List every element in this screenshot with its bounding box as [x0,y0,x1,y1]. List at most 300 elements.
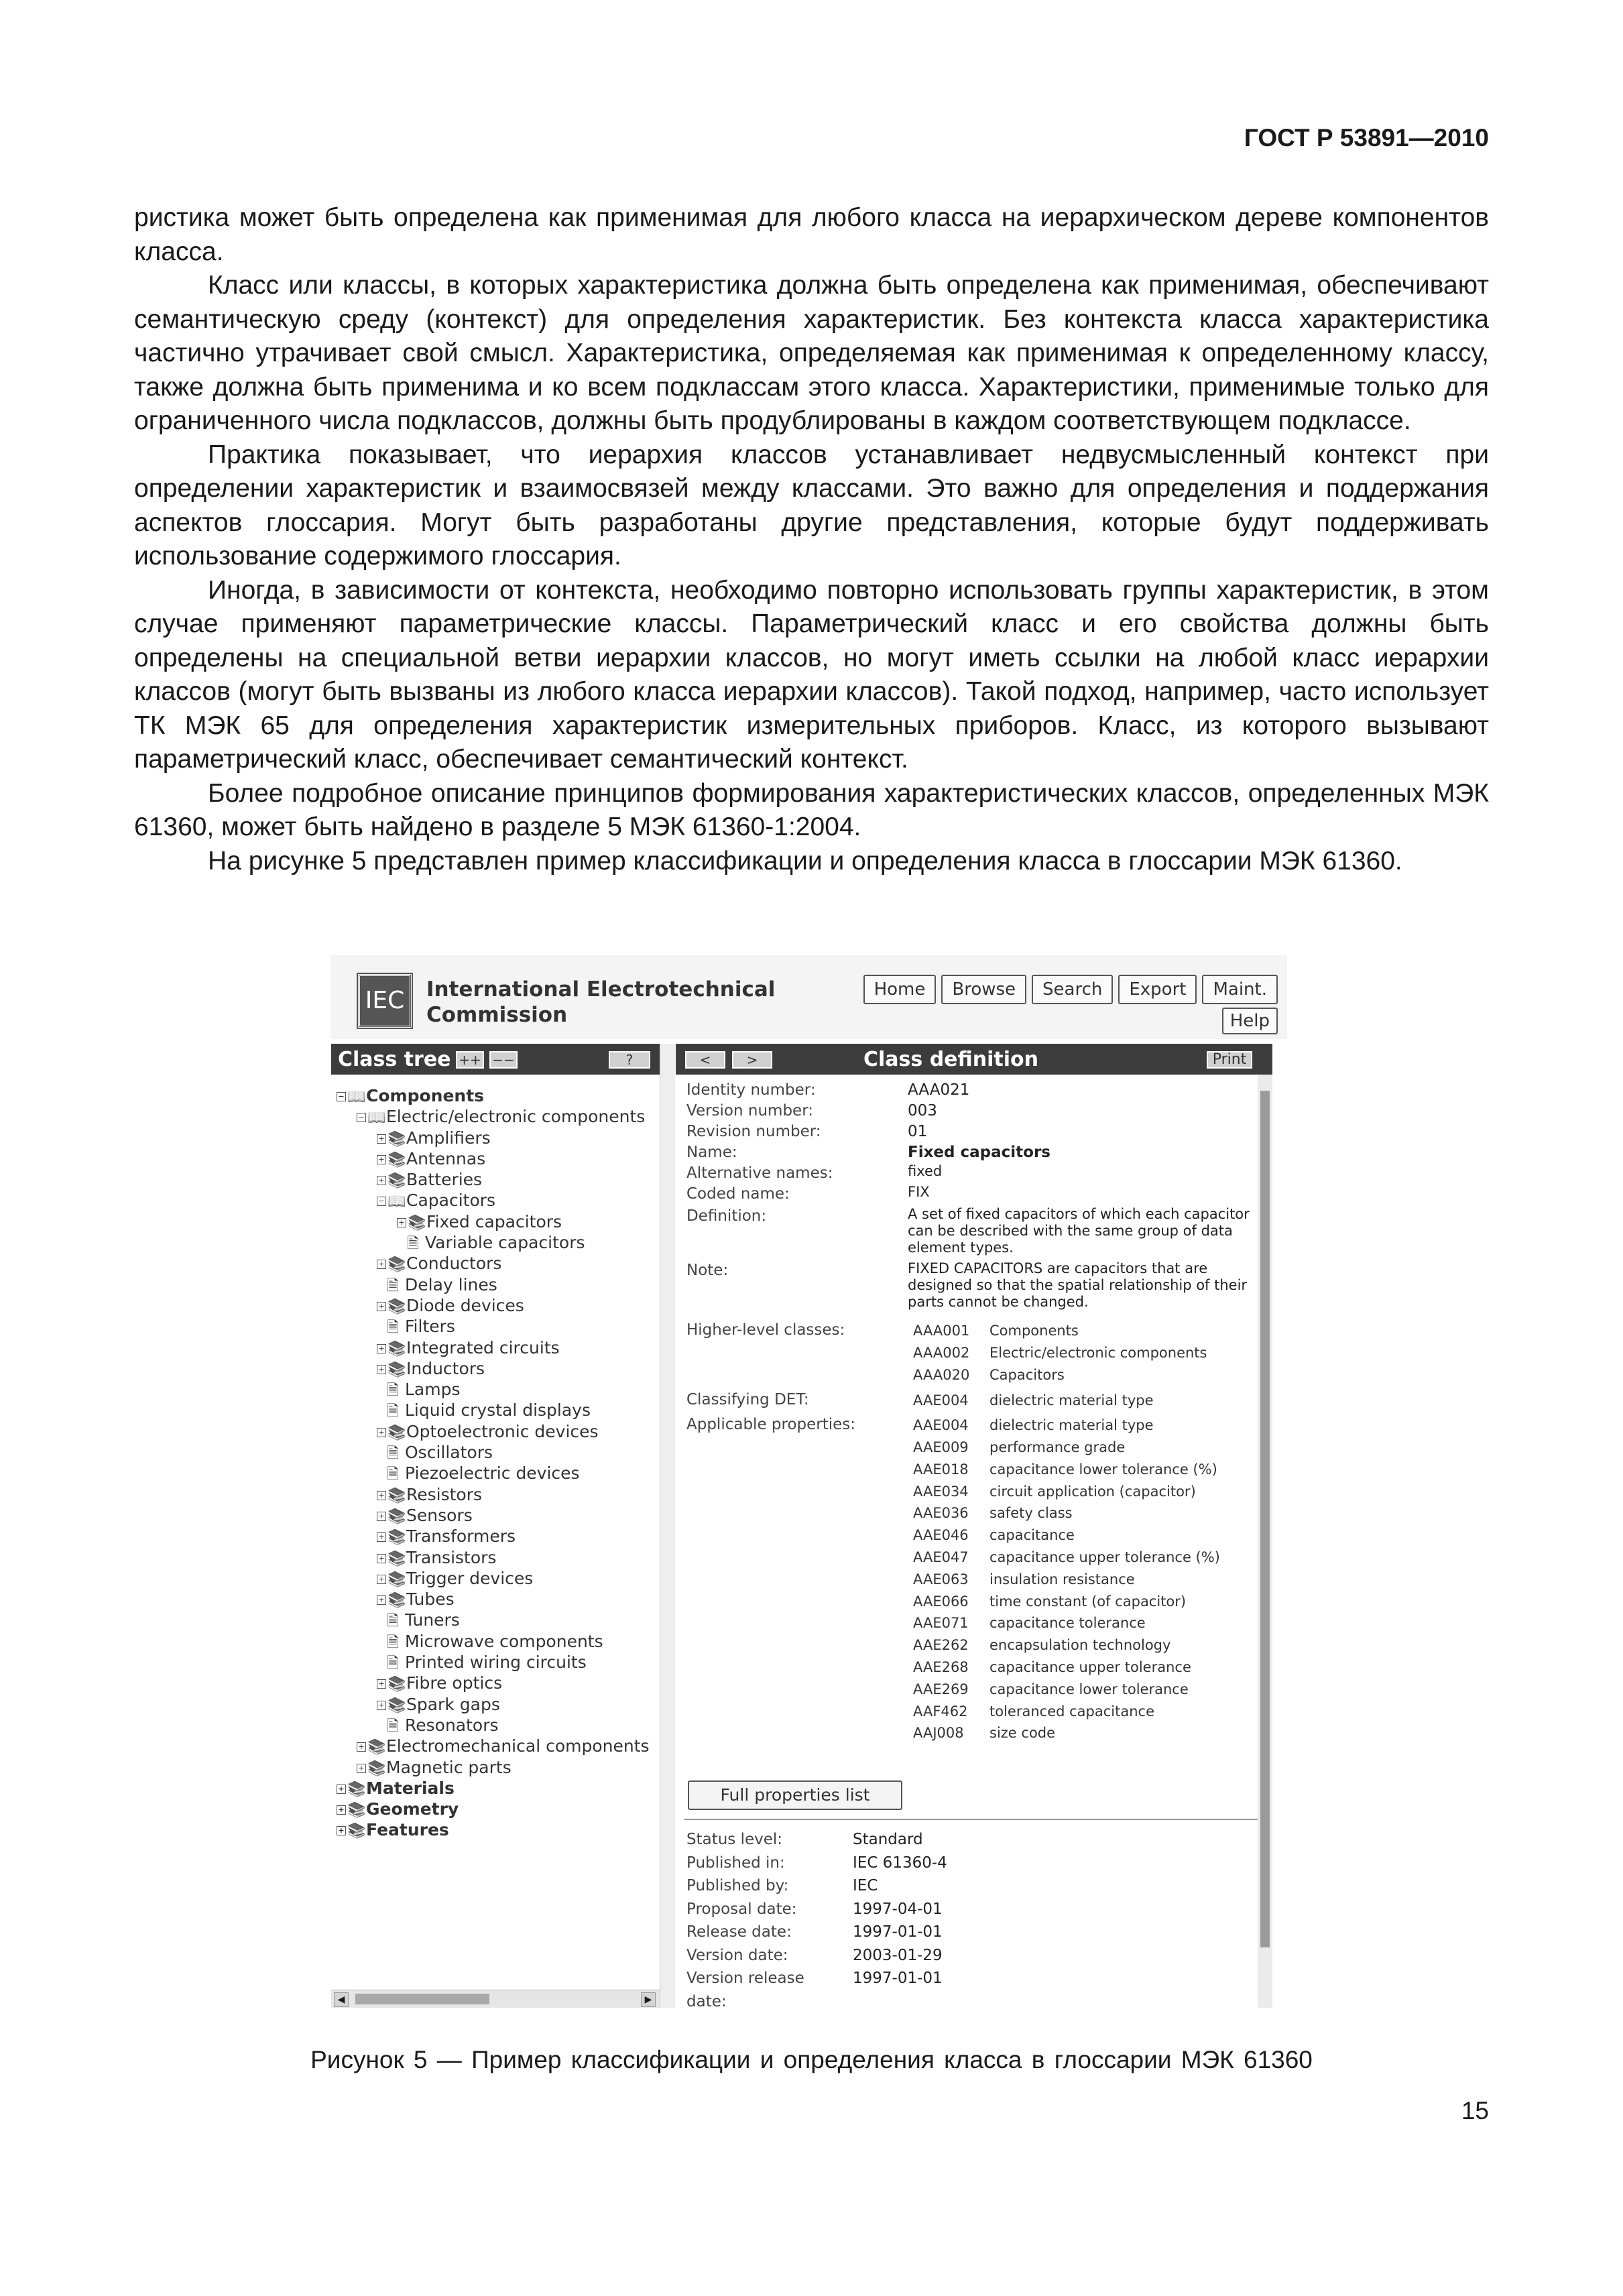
class-definition-bar [676,1044,1272,1075]
property-code: AAA001 [913,1323,970,1339]
tree-item[interactable] [337,1757,653,1778]
code-row [908,1414,1259,1437]
tree-item[interactable] [337,1211,653,1232]
field-value: 01 [908,1123,928,1140]
property-code: AAE004 [913,1392,969,1409]
collapse-icon[interactable]: − [337,1092,346,1101]
property-name[interactable]: time constant (of capacitor) [989,1593,1187,1610]
books-icon: 📚 [387,1529,406,1547]
definition-row [686,1184,1259,1205]
tree-item-label: Delay lines [405,1274,497,1294]
field-value: 003 [908,1102,937,1120]
books-icon: 📚 [387,1172,406,1190]
expand-icon[interactable]: + [377,1365,386,1374]
tree-item[interactable] [337,1400,653,1421]
code-row [908,1481,1259,1503]
property-name[interactable]: capacitance upper tolerance [989,1658,1191,1675]
field-label: Definition: [686,1207,767,1225]
class-tree-bar [331,1044,660,1075]
expand-icon[interactable]: + [377,1428,386,1437]
property-name[interactable]: circuit application (capacitor) [989,1483,1196,1500]
tree-item-label: Conductors [406,1254,502,1274]
nav-button-browse[interactable]: Browse [941,975,1026,1004]
code-row [908,1701,1259,1723]
spacer [377,1323,385,1331]
property-code: AAE066 [913,1593,969,1610]
tree-item-label: Electromechanical components [386,1736,650,1756]
field-label: Classifying DET: [686,1391,809,1409]
tree-item-label: Transformers [406,1526,516,1547]
tree-item[interactable] [337,1819,653,1840]
tree-item[interactable] [337,1799,653,1819]
collapse-all-button[interactable]: −− [489,1051,518,1069]
spacer [397,1240,405,1248]
tree-item-label: Lamps [405,1380,461,1400]
tree-item[interactable] [337,1694,653,1715]
status-row [686,1944,1259,1968]
class-definition-pane [676,1044,1272,2008]
tree-item[interactable] [337,1505,653,1526]
status-label: Published in: [686,1854,785,1872]
tree-item-label: Trigger devices [406,1568,534,1588]
expand-icon[interactable]: + [377,1176,386,1185]
property-code: AAA020 [913,1366,970,1383]
property-name[interactable]: Electric/electronic components [989,1344,1207,1361]
expand-all-button[interactable]: ++ [456,1051,484,1069]
books-icon: 📚 [387,1571,406,1588]
tree-item[interactable] [337,1673,653,1693]
status-row [686,1967,1259,1990]
back-button[interactable]: < [685,1051,725,1069]
field-value: FIXED CAPACITORS are capacitors that are designed so that the spatial relationship of their parts cannot be changed. [908,1260,1248,1310]
standard-header: ГОСТ Р 53891—2010 [1244,124,1489,152]
tree-item[interactable] [337,1652,653,1673]
expand-icon[interactable]: + [397,1218,406,1227]
definition-row [686,1122,1259,1142]
tree-item-label: Liquid crystal displays [405,1400,591,1421]
code-row [908,1634,1259,1656]
definition-row [686,1142,1259,1163]
field-value: FIX [908,1184,930,1200]
paragraph: На рисунке 5 представлен пример классификации и определения класса в глоссарии МЭК 61360. [208,846,1402,875]
books-icon: 📚 [387,1256,406,1274]
spacer [377,1659,385,1667]
field-label: Applicable properties: [686,1416,856,1434]
field-label: Higher-level classes: [686,1321,845,1339]
books-icon: 📚 [367,1739,386,1756]
page-icon: 🗎 [387,1655,399,1673]
property-code: AAE036 [913,1505,969,1522]
expand-icon[interactable]: + [337,1805,346,1815]
classifying-group [686,1390,1259,1412]
status-row [686,1874,1259,1898]
nav-button-search[interactable]: Search [1032,975,1113,1004]
field-label: Note: [686,1262,729,1279]
iec-logo: IEC [358,974,412,1028]
property-name[interactable]: capacitance lower tolerance [989,1681,1189,1697]
tree-item[interactable] [337,1463,653,1484]
books-icon: 📚 [408,1214,426,1231]
field-label: Version number: [686,1102,813,1120]
org-name-line1: International Electrotechnical [426,977,776,1002]
expand-icon[interactable]: + [377,1512,386,1521]
tree-item-label: Electric/electronic components [386,1107,646,1127]
tree-item[interactable] [337,1128,653,1148]
property-code: AAE046 [913,1527,969,1544]
code-row [908,1524,1259,1547]
tree-item-label: Diode devices [406,1295,524,1315]
book-open-icon: 📖 [367,1109,386,1127]
tree-item-label: Components [366,1086,485,1105]
page-icon: 🗎 [387,1382,399,1400]
spacer [377,1617,385,1625]
status-value: Standard [853,1831,923,1848]
tree-item[interactable] [337,1568,653,1589]
field-label: Revision number: [686,1123,821,1140]
code-row [908,1502,1259,1524]
code-row [908,1591,1259,1613]
scroll-left-icon[interactable]: ◀ [334,1992,349,2007]
expand-icon[interactable]: + [377,1260,386,1269]
tree-item-label: Optoelectronic devices [406,1421,599,1441]
scrollbar-thumb[interactable] [355,1994,489,2004]
tree-item[interactable] [337,1085,653,1106]
tree-item-label: Amplifiers [406,1128,491,1148]
code-row [908,1612,1259,1634]
tree-item-label: Magnetic parts [386,1757,512,1777]
tree-item[interactable] [337,1106,653,1127]
body-text [134,201,1489,878]
property-name[interactable]: capacitance lower tolerance (%) [989,1461,1217,1477]
status-row [686,1828,1259,1852]
field-label: Alternative names: [686,1164,833,1182]
property-name[interactable]: performance grade [989,1439,1126,1455]
tree-item[interactable] [337,1589,653,1610]
tree-item[interactable] [337,1337,653,1358]
status-label: Release date: [686,1923,792,1941]
code-row [908,1364,1259,1386]
status-label: Version date: [686,1946,788,1964]
code-row [908,1679,1259,1701]
code-row [908,1390,1259,1412]
books-icon: 📚 [387,1130,406,1148]
expand-icon[interactable]: + [357,1764,366,1773]
status-label: Version release [686,1970,804,1987]
status-row [686,1852,1259,1875]
tree-item-label: Resonators [405,1715,499,1735]
property-name[interactable]: dielectric material type [989,1392,1154,1409]
definition-fields [686,1080,1259,1744]
property-code: AAE004 [913,1417,969,1434]
tree-item[interactable] [337,1358,653,1379]
definition-vertical-scrollbar[interactable] [1258,1075,1272,2008]
tree-item[interactable] [337,1778,653,1799]
books-icon: 📚 [347,1823,366,1840]
book-open-icon: 📖 [387,1193,406,1211]
property-name[interactable]: capacitance [989,1527,1075,1544]
expand-icon[interactable]: + [377,1595,386,1605]
tree-item-label: Variable capacitors [425,1233,585,1253]
books-icon: 📚 [387,1361,406,1378]
book-open-icon: 📖 [347,1089,366,1105]
tree-item[interactable] [337,1316,653,1337]
tree-item[interactable] [337,1295,653,1316]
property-code: AAE009 [913,1439,969,1455]
books-icon: 📚 [367,1760,386,1777]
field-value: Fixed capacitors [908,1144,1050,1161]
tree-item[interactable] [337,1442,653,1463]
property-name[interactable]: safety class [989,1505,1073,1522]
nav-button-home[interactable]: Home [863,975,937,1004]
status-value: IEC 61360-4 [853,1854,947,1872]
status-row [686,1898,1259,1921]
tree-item-label: Printed wiring circuits [405,1652,587,1673]
status-label: Proposal date: [686,1900,797,1918]
spacer [377,1638,385,1646]
books-icon: 📚 [387,1424,406,1441]
horizontal-scrollbar[interactable] [331,1990,660,2008]
expand-icon[interactable]: + [377,1701,386,1710]
org-name-line2: Commission [426,1003,568,1027]
page-icon: 🗎 [387,1466,399,1484]
tree-item-label: Oscillators [405,1443,493,1463]
code-row [908,1437,1259,1459]
books-icon: 📚 [347,1780,366,1798]
page-icon: 🗎 [387,1277,399,1294]
field-value: fixed [908,1163,943,1179]
class-tree-title: Class tree [338,1048,451,1071]
expand-icon[interactable]: + [377,1491,386,1500]
expand-icon[interactable]: + [377,1679,386,1689]
expand-icon[interactable]: + [377,1155,386,1164]
tree-item[interactable] [337,1379,653,1400]
organization-name [426,977,775,1028]
class-tree-pane [331,1044,660,2008]
tree-item[interactable] [337,1148,653,1169]
property-code: AAE262 [913,1637,969,1654]
expand-icon[interactable]: + [357,1742,366,1752]
expand-icon[interactable]: + [377,1134,386,1144]
spacer [377,1470,385,1478]
classifying-list [908,1390,1259,1412]
status-value: IEC [853,1877,878,1894]
property-code: AAE268 [913,1658,969,1675]
tree-item[interactable] [337,1190,653,1211]
property-code: AAE018 [913,1461,969,1477]
spacer [377,1386,385,1394]
property-name[interactable]: size code [989,1725,1056,1742]
higher_level-group [686,1320,1259,1386]
tree-item[interactable] [337,1484,653,1505]
page-number: 15 [1461,2097,1489,2124]
page-icon: 🗎 [387,1613,399,1630]
spacer [377,1449,385,1457]
field-value: AAA021 [908,1081,970,1099]
field-value: A set of fixed capacitors of which each capacitor can be described with the same group of data element types. [908,1206,1250,1256]
paragraph: Более подробное описание принципов формирования характеристических классов, определенных МЭК 61360, может быть найдено в разделе 5 МЭК 61360-1:2004. [134,778,1489,841]
tree-item[interactable] [337,1631,653,1652]
property-code: AAE034 [913,1483,969,1500]
books-icon: 📚 [387,1151,406,1168]
expand-icon[interactable]: + [377,1554,386,1563]
tree-item-label: Features [366,1820,449,1840]
spacer [377,1407,385,1415]
books-icon: 📚 [387,1340,406,1357]
tree-item[interactable] [337,1526,653,1547]
status-label: Published by: [686,1877,789,1894]
tree-item[interactable] [337,1232,653,1253]
nav-button-export[interactable]: Export [1118,975,1197,1004]
property-code: AAF462 [913,1703,968,1719]
paragraph: Практика показывает, что иерархия классов устанавливает недвусмысленный контекст при определении характеристик и взаимосвязей между классами. Это важно для определения и поддержания аспектов глоссария. Могут быть разработаны другие представления, которые будут поддерживать использование содержимого глоссария. [134,440,1489,570]
property-name[interactable]: Capacitors [989,1366,1065,1383]
property-code: AAE071 [913,1615,969,1632]
definition-row [686,1163,1259,1184]
property-code: AAE269 [913,1681,969,1697]
class-definition-title: Class definition [863,1048,1038,1071]
section-divider [684,1819,1259,1820]
page-icon: 🗎 [387,1403,399,1421]
tree-item-label: Geometry [366,1799,459,1819]
tree-item-label: Microwave components [405,1631,603,1651]
code-row [908,1722,1259,1744]
tree-item-label: Tuners [405,1610,460,1630]
field-label: Coded name: [686,1185,790,1203]
expand-icon[interactable]: + [377,1575,386,1584]
status-value: 1997-04-01 [853,1900,943,1918]
figure-caption: Рисунок 5 — Пример классификации и определения класса в глоссарии МЭК 61360 [310,2046,1313,2073]
property-name[interactable]: dielectric material type [989,1417,1154,1434]
code-row [908,1656,1259,1679]
property-name[interactable]: toleranced capacitance [989,1703,1154,1719]
tree-item[interactable] [337,1715,653,1736]
property-name[interactable]: Components [989,1323,1079,1339]
page-icon: 🗎 [387,1717,399,1735]
tree-item[interactable] [337,1421,653,1442]
status-value: 2003-01-29 [853,1946,943,1964]
tree-vertical-scrollbar[interactable] [660,1044,675,2008]
full-properties-button[interactable]: Full properties list [688,1780,902,1810]
page-icon: 🗎 [387,1445,399,1463]
books-icon: 📚 [387,1487,406,1504]
status-fields [686,1828,1259,2013]
status-row [686,1990,1259,2014]
property-code: AAE047 [913,1549,969,1565]
tree-item-label: Antennas [406,1148,486,1168]
page-icon: 🗎 [407,1235,419,1253]
paragraph: Класс или классы, в которых характеристика должна быть определена как применимая, обеспечивают семантическую среду (контекст) для определения характеристик. Без контекста класса характеристика частично утрачивает свой смысл. Характеристика, определяемая как применимая к определенному классу, также должна быть применима и ко всем подклассам этого класса. Характеристики, применимые только для ограниченного числа подклассов, должны быть продублированы в каждом соответствующем подклассе. [134,271,1489,435]
property-code: AAJ008 [913,1725,964,1742]
tree-item-label: Integrated circuits [406,1337,560,1357]
tree-item-label: Filters [405,1317,455,1337]
expand-icon[interactable]: + [337,1826,346,1835]
scroll-right-icon[interactable]: ▶ [641,1992,656,2007]
property-name[interactable]: encapsulation technology [989,1637,1171,1654]
definition-row [686,1101,1259,1122]
property-name[interactable]: capacitance tolerance [989,1615,1146,1632]
tree-item-label: Fixed capacitors [426,1211,562,1231]
figure-iec-glossary [331,955,1287,2008]
code-row [908,1459,1259,1481]
code-row [908,1320,1259,1342]
code-row [908,1342,1259,1364]
status-value: 1997-01-01 [853,1923,943,1941]
spacer [377,1282,385,1290]
collapse-icon[interactable]: − [377,1197,386,1206]
definition-row [686,1260,1259,1311]
tree-item-label: Piezoelectric devices [405,1463,580,1484]
tree-item[interactable] [337,1736,653,1756]
tree-item-label: Inductors [406,1358,485,1378]
books-icon: 📚 [387,1676,406,1693]
forward-button[interactable]: > [732,1051,772,1069]
definition-row [686,1206,1259,1256]
nav-buttons [863,975,1278,1004]
expand-icon[interactable]: + [377,1302,386,1311]
status-label: date: [686,1992,727,2010]
scrollbar-thumb[interactable] [1260,1091,1270,1947]
iec-header [331,955,1287,1039]
tree-item-label: Spark gaps [406,1694,500,1714]
tree-item-label: Sensors [406,1505,473,1525]
expand-icon[interactable]: + [377,1532,386,1542]
definition-row [686,1080,1259,1101]
applicable-list [908,1414,1259,1744]
tree-item-label: Capacitors [406,1191,496,1211]
field-label: Identity number: [686,1081,816,1099]
spacer [377,1722,385,1730]
expand-icon[interactable]: + [337,1785,346,1794]
applicable-group [686,1414,1259,1744]
tree-item[interactable] [337,1169,653,1190]
books-icon: 📚 [387,1508,406,1525]
page-icon: 🗎 [387,1634,399,1651]
expand-icon[interactable]: + [377,1344,386,1353]
class-tree-list [337,1085,653,1841]
nav-button-maint[interactable]: Maint. [1202,975,1278,1004]
books-icon: 📚 [387,1592,406,1610]
tree-help-button[interactable]: ? [609,1051,650,1069]
collapse-icon[interactable]: − [357,1113,366,1122]
tree-item-label: Transistors [406,1547,497,1567]
field-label: Name: [686,1144,737,1161]
property-code: AAA002 [913,1344,970,1361]
property-name[interactable]: capacitance upper tolerance (%) [989,1549,1220,1565]
status-value: 1997-01-01 [853,1970,943,1987]
page-icon: 🗎 [387,1319,399,1337]
print-button[interactable]: Print [1207,1051,1252,1069]
tree-item-label: Tubes [406,1589,455,1610]
paragraph: Иногда, в зависимости от контекста, необходимо повторно использовать группы характеристик, в этом случае применяют параметрические классы. Параметрический класс и его свойства должны быть определены на специальной ветви иерархии классов, но могут иметь ссылки на любой класс иерархии классов (могут быть вызваны из любого класса иерархии классов). Такой подход, например, часто использует ТК МЭК 65 для определения характеристик измерительных приборов. Класс, из которого вызывают параметрический класс, обеспечивает семантический контекст. [134,575,1489,774]
books-icon: 📚 [387,1298,406,1315]
help-button[interactable]: Help [1222,1008,1278,1034]
code-row [908,1569,1259,1591]
higher_level-list [908,1320,1259,1386]
status-row [686,1921,1259,1944]
tree-item[interactable] [337,1274,653,1295]
property-name[interactable]: insulation resistance [989,1571,1135,1587]
tree-item-label: Materials [366,1778,455,1798]
books-icon: 📚 [387,1550,406,1567]
tree-item[interactable] [337,1610,653,1630]
code-row [908,1547,1259,1569]
tree-item[interactable] [337,1547,653,1568]
tree-item-label: Batteries [406,1170,483,1190]
status-label: Status level: [686,1831,783,1848]
tree-item[interactable] [337,1253,653,1274]
books-icon: 📚 [347,1802,366,1819]
property-code: AAE063 [913,1571,969,1587]
